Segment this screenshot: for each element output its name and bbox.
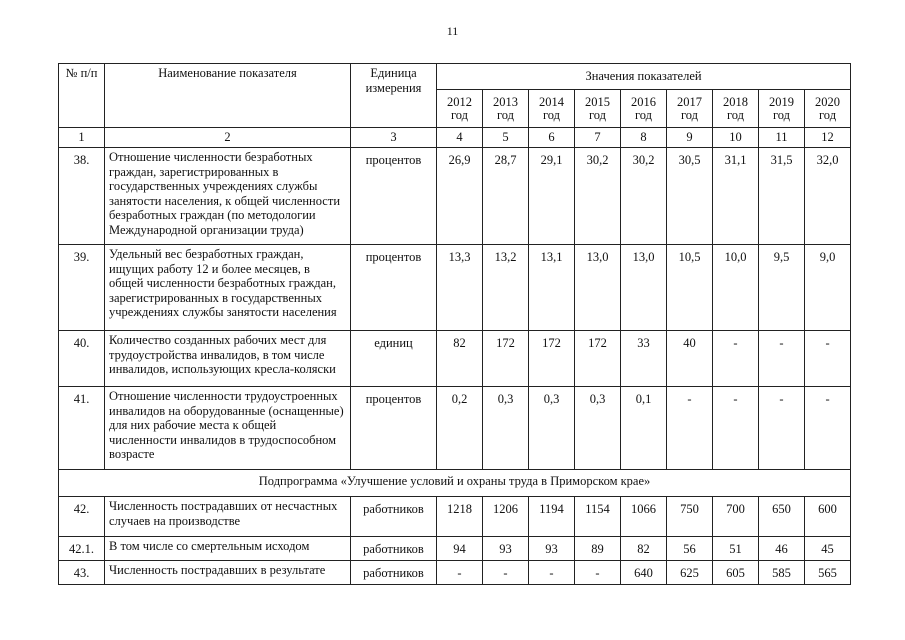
value-cell: 0,2	[437, 387, 483, 470]
year-header: 2019 год	[759, 90, 805, 128]
value-cell: -	[437, 561, 483, 585]
year-header: 2020 год	[805, 90, 851, 128]
unit: работников	[351, 497, 437, 537]
indicators-table	[58, 63, 851, 585]
value-cell: 13,2	[483, 245, 529, 331]
value-cell: -	[529, 561, 575, 585]
header-unit: Единица измерения	[351, 64, 437, 128]
indicator-name: Численность пострадавших от несчастных случаев на производстве	[105, 497, 351, 537]
value-cell: 13,1	[529, 245, 575, 331]
row-number: 39.	[59, 245, 105, 331]
value-cell: -	[575, 561, 621, 585]
indicator-name: Удельный вес безработных граждан, ищущих работу 12 и более месяцев, в общей численности безработных граждан, зарегистрированных в государственных учреждениях службы занятости населения	[105, 245, 351, 331]
header-values: Значения показателей	[437, 64, 851, 90]
column-number: 8	[621, 128, 667, 148]
year-header: 2012 год	[437, 90, 483, 128]
page-number: 11	[446, 24, 459, 38]
table-row	[59, 148, 851, 245]
value-cell: 172	[575, 331, 621, 387]
subprogram-title: Подпрограмма «Улучшение условий и охраны труда в Приморском крае»	[59, 470, 851, 497]
value-cell: -	[759, 387, 805, 470]
column-number: 10	[713, 128, 759, 148]
value-cell: 640	[621, 561, 667, 585]
value-cell: 172	[483, 331, 529, 387]
value-cell: 56	[667, 537, 713, 561]
value-cell: -	[805, 331, 851, 387]
value-cell: 0,3	[529, 387, 575, 470]
year-header: 2015 год	[575, 90, 621, 128]
unit: работников	[351, 537, 437, 561]
value-cell: 82	[621, 537, 667, 561]
value-cell: 0,3	[575, 387, 621, 470]
value-cell: 28,7	[483, 148, 529, 245]
column-number: 4	[437, 128, 483, 148]
row-number: 42.1.	[59, 537, 105, 561]
indicator-name: Отношение численности безработных граждан, зарегистрированных в государственных учреждениях службы занятости населения, к общей численности безработных граждан (по методологии Международной организации труда)	[105, 148, 351, 245]
value-cell: 600	[805, 497, 851, 537]
value-cell: 33	[621, 331, 667, 387]
value-cell: 9,0	[805, 245, 851, 331]
header-name: Наименование показателя	[105, 64, 351, 128]
indicator-name: Количество созданных рабочих мест для трудоустройства инвалидов, в том числе инвалидов, использующих кресла-коляски	[105, 331, 351, 387]
value-cell: -	[667, 387, 713, 470]
table-row	[59, 561, 851, 585]
table-row	[59, 331, 851, 387]
value-cell: 700	[713, 497, 759, 537]
value-cell: 1194	[529, 497, 575, 537]
value-cell: 0,1	[621, 387, 667, 470]
value-cell: 13,0	[575, 245, 621, 331]
table-row	[59, 497, 851, 537]
value-cell: -	[805, 387, 851, 470]
value-cell: 93	[529, 537, 575, 561]
value-cell: 32,0	[805, 148, 851, 245]
value-cell: -	[759, 331, 805, 387]
column-number: 2	[105, 128, 351, 148]
value-cell: 46	[759, 537, 805, 561]
column-number: 1	[59, 128, 105, 148]
column-number: 11	[759, 128, 805, 148]
row-number: 40.	[59, 331, 105, 387]
row-number: 41.	[59, 387, 105, 470]
year-header: 2018 год	[713, 90, 759, 128]
value-cell: 13,0	[621, 245, 667, 331]
value-cell: 93	[483, 537, 529, 561]
column-number: 5	[483, 128, 529, 148]
value-cell: 605	[713, 561, 759, 585]
value-cell: 650	[759, 497, 805, 537]
value-cell: 40	[667, 331, 713, 387]
unit: процентов	[351, 148, 437, 245]
table-row	[59, 387, 851, 470]
column-number: 6	[529, 128, 575, 148]
year-header: 2013 год	[483, 90, 529, 128]
value-cell: 26,9	[437, 148, 483, 245]
value-cell: 10,5	[667, 245, 713, 331]
value-cell: 1218	[437, 497, 483, 537]
value-cell: -	[483, 561, 529, 585]
table-row	[59, 245, 851, 331]
value-cell: 10,0	[713, 245, 759, 331]
unit: единиц	[351, 331, 437, 387]
value-cell: 0,3	[483, 387, 529, 470]
value-cell: 1206	[483, 497, 529, 537]
row-number: 38.	[59, 148, 105, 245]
unit: процентов	[351, 387, 437, 470]
value-cell: -	[713, 387, 759, 470]
value-cell: 1154	[575, 497, 621, 537]
column-number: 12	[805, 128, 851, 148]
indicator-name: В том числе со смертельным исходом	[105, 537, 351, 561]
value-cell: 13,3	[437, 245, 483, 331]
year-header: 2016 год	[621, 90, 667, 128]
value-cell: 89	[575, 537, 621, 561]
value-cell: -	[713, 331, 759, 387]
indicator-name: Численность пострадавших в результате	[105, 561, 351, 585]
year-header: 2014 год	[529, 90, 575, 128]
value-cell: 51	[713, 537, 759, 561]
value-cell: 94	[437, 537, 483, 561]
unit: процентов	[351, 245, 437, 331]
value-cell: 1066	[621, 497, 667, 537]
value-cell: 750	[667, 497, 713, 537]
value-cell: 31,5	[759, 148, 805, 245]
column-number: 7	[575, 128, 621, 148]
column-number: 9	[667, 128, 713, 148]
value-cell: 31,1	[713, 148, 759, 245]
value-cell: 625	[667, 561, 713, 585]
table-row	[59, 537, 851, 561]
value-cell: 30,2	[575, 148, 621, 245]
value-cell: 82	[437, 331, 483, 387]
value-cell: 585	[759, 561, 805, 585]
indicator-name: Отношение численности трудоустроенных инвалидов на оборудованные (оснащенные) для них рабочие места к общей численности инвалидов в трудоспособном возрасте	[105, 387, 351, 470]
column-number: 3	[351, 128, 437, 148]
value-cell: 30,2	[621, 148, 667, 245]
row-number: 42.	[59, 497, 105, 537]
value-cell: 565	[805, 561, 851, 585]
row-number: 43.	[59, 561, 105, 585]
unit: работников	[351, 561, 437, 585]
value-cell: 172	[529, 331, 575, 387]
year-header: 2017 год	[667, 90, 713, 128]
value-cell: 9,5	[759, 245, 805, 331]
value-cell: 29,1	[529, 148, 575, 245]
value-cell: 45	[805, 537, 851, 561]
header-num: № п/п	[59, 64, 105, 128]
value-cell: 30,5	[667, 148, 713, 245]
